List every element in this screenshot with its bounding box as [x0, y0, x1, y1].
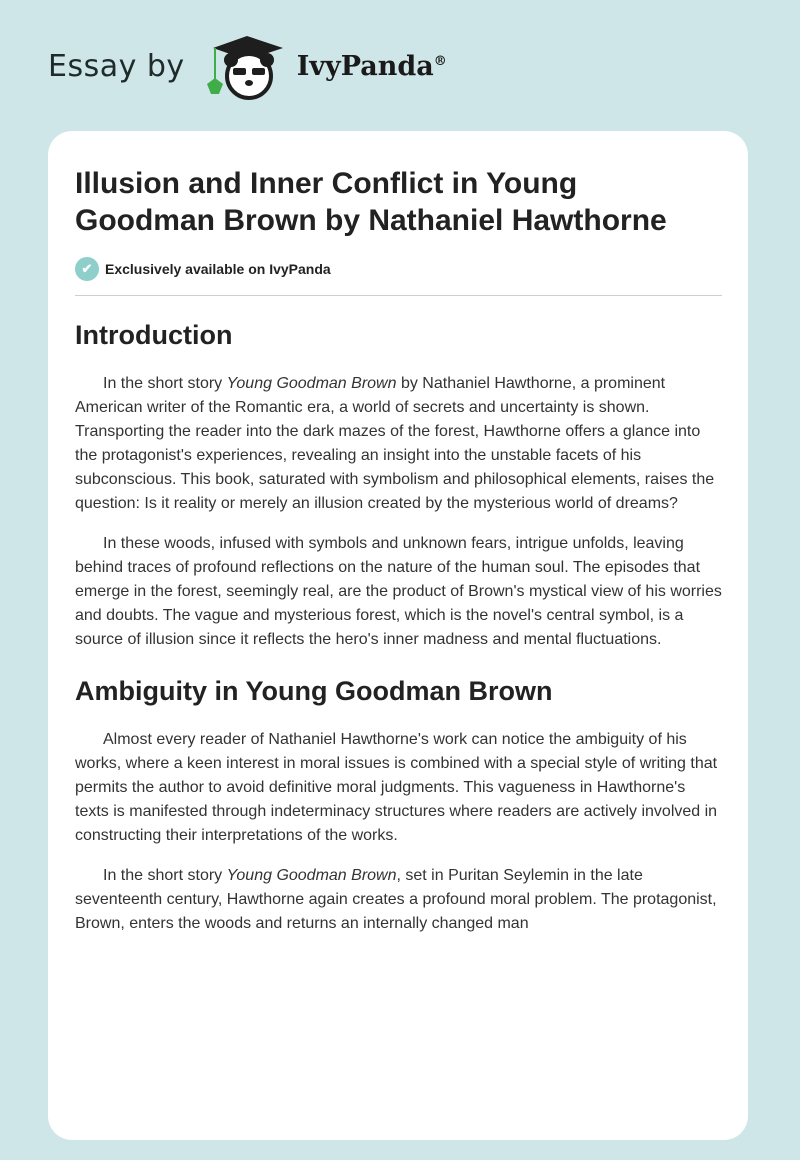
exclusive-badge	[75, 257, 722, 281]
registered-mark: ®	[433, 53, 447, 69]
paragraph	[75, 728, 722, 848]
badge-label: Exclusively available on IvyPanda	[105, 261, 331, 277]
essay-card	[48, 131, 748, 1140]
text-run: In these woods, infused with symbols and unknown fears, intrigue unfolds, leaving behind traces of profound reflections on the nature of the human soul. The episodes that emerge in the forest, seemingly real, are the product of Brown's mystical view of his worries and doubts. The vague and mysterious forest, which is the novel's central symbol, is a source of illusion since it reflects the hero's inner madness and mental fluctuations.	[75, 535, 722, 648]
text-run: In the short story	[103, 375, 227, 392]
paragraph	[75, 372, 722, 516]
article-body	[75, 318, 722, 936]
brand-name	[297, 51, 447, 82]
text-run: by Nathaniel Hawthorne, a prominent American writer of the Romantic era, a world of secrets and uncertainty is shown. Transporting the reader into the dark mazes of the forest, Hawthorne offers a glance into the protagonist's experiences, revealing an insight into the unstable facets of his subconscious. This book, saturated with symbolism and philosophical elements, raises the question: Is it reality or merely an illusion created by the mysterious world of dreams?	[75, 375, 715, 512]
section-heading: Introduction	[75, 320, 233, 350]
brand-text: IvyPanda	[296, 50, 434, 82]
check-icon: ✔	[75, 257, 99, 281]
ivypanda-logo-icon[interactable]	[203, 30, 291, 102]
page-title: Illusion and Inner Conflict in Young Goodman Brown by Nathaniel Hawthorne	[75, 167, 667, 237]
divider	[75, 295, 722, 296]
site-header	[48, 36, 447, 96]
text-run: , set in Puritan Seylemin in the late seventeenth century, Hawthorne again creates a profound moral problem. The protagonist, Brown, enters the woods and returns an internally changed man	[75, 867, 717, 932]
paragraph	[75, 532, 722, 652]
paragraph	[75, 864, 722, 936]
text-run: Almost every reader of Nathaniel Hawthorne's work can notice the ambiguity of his works, where a keen interest in moral issues is combined with a special style of writing that permits the author to avoid definitive moral judgments. This vagueness in Hawthorne's texts is manifested through indeterminacy structures where readers are actively involved in constructing their interpretations of the works.	[75, 731, 718, 844]
section-heading: Ambiguity in Young Goodman Brown	[75, 676, 553, 706]
italic-title: Young Goodman Brown	[226, 867, 397, 884]
italic-title: Young Goodman Brown	[226, 375, 397, 392]
text-run: In the short story	[103, 867, 227, 884]
essay-by-label: Essay by	[48, 48, 185, 84]
